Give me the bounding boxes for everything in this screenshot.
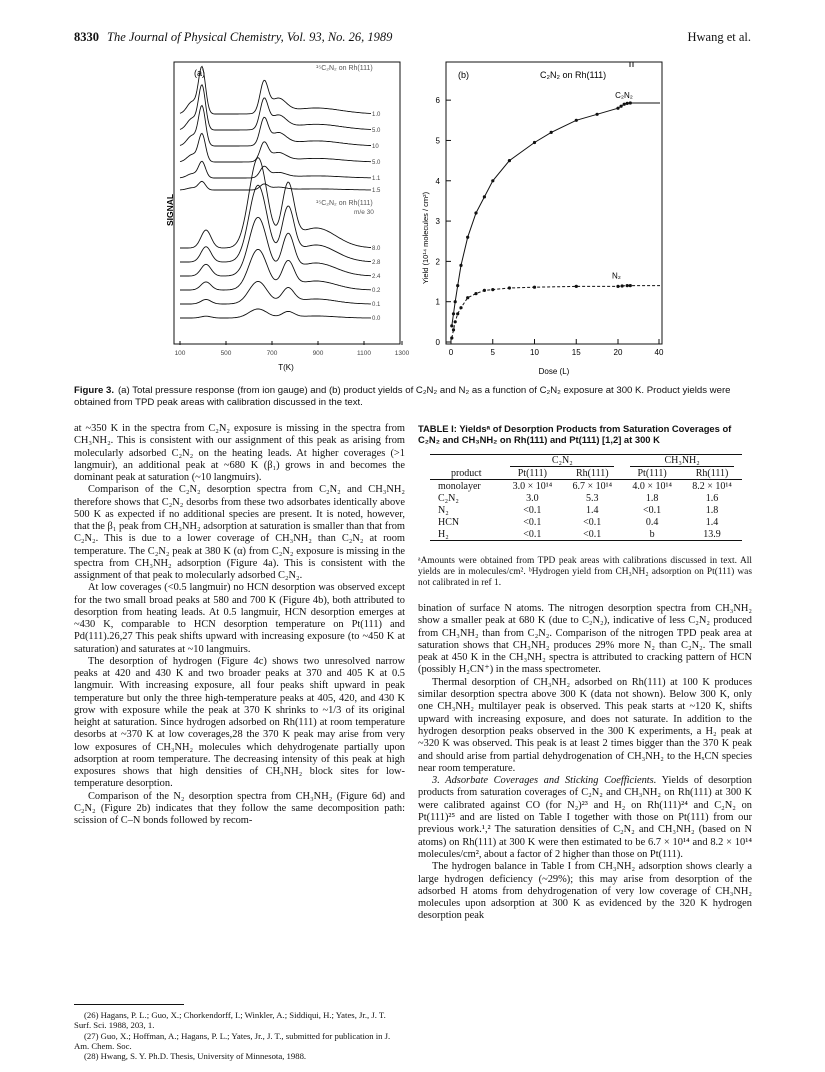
- table-cell: <0.1: [523, 516, 542, 528]
- data-point: [508, 159, 511, 162]
- left-paragraph: at ~350 K in the spectra from C₂N₂ exposure is missing in the spectra from CH₃NH₂. This is consistent with our assignment of this peak as arising from molecularly adsorbed C₂N₂ on the heating leads. At higher coverages (>1 langmuir), an additional peak at ~680 K (β₁) grows in and becomes the dominant peak at saturation (~10 langmuirs).: [74, 423, 405, 483]
- data-point: [483, 195, 486, 198]
- data-point: [621, 284, 624, 287]
- figure-3b-ylabel: Yield (10¹⁴ molecules / cm²): [421, 191, 430, 284]
- y-tick-label: 3: [435, 217, 440, 227]
- data-point: [616, 107, 619, 110]
- figure-3a-xticks: [175, 341, 410, 357]
- data-point: [452, 328, 455, 331]
- figure-caption-label: Figure 3.: [74, 385, 114, 396]
- data-point: [474, 292, 477, 295]
- figure-3a-top-exposure-labels: [372, 112, 381, 194]
- table-row: [430, 516, 742, 528]
- table-cell: 4.0 × 10¹⁴: [632, 480, 672, 492]
- reference-item: (26) Hagans, P. L.; Guo, X.; Chorkendorff, I.; Winkler, A.; Siddiqui, H.; Yates, Jr., J. T. Surf. Sci. 1988, 203, 1.: [74, 1010, 386, 1031]
- series-label: C₂N₂: [615, 91, 633, 101]
- table-column-header: Rh(111): [562, 467, 622, 480]
- data-point: [626, 102, 629, 105]
- tpd-trace: [180, 309, 371, 318]
- right-paragraph: The hydrogen balance in Table I from CH₃NH₂ adsorption shows clearly a large hydrogen deficiency (~29%); this may arise from desorption of the adsorbed H atoms from dehydrogenation of very low coverage of CH₃NH₂ molecules upon adsorption at 300 K as evidenced by the 320 K hydrogen desorption peak: [418, 861, 752, 922]
- right-column: [418, 603, 752, 923]
- exposure-label: 5.0: [372, 128, 381, 134]
- data-point: [629, 284, 632, 287]
- table-cell: 0.4: [645, 516, 659, 528]
- figure-3a-panel-label: (a): [194, 68, 205, 78]
- right-paragraph: bination of surface N atoms. The nitrogen desorption spectra from CH₃NH₂ show a smaller peak at 680 K (due to C₂N₂), indicative of less C₂N₂ produced from CH₃NH₂ than from C₂N₂. Comparison of the nitrogen TPD peak area at saturation shows that CH₃NH₂ produces 29% more N₂ than C₂N₂. The small peak at 450 K in the CH₃NH₂ spectra is attributed to cracking pattern of HCN (possibly H₂CN⁺) in the mass spectrometer.: [418, 603, 752, 676]
- x-tick-label: 15: [571, 348, 581, 357]
- table-cell: 3.0 × 10¹⁴: [512, 480, 553, 492]
- data-point: [459, 264, 462, 267]
- data-point: [533, 286, 536, 289]
- figure-3b-xlabel: Dose (L): [538, 367, 570, 376]
- table-column-header-row: [430, 467, 742, 480]
- table-cell: 6.7 × 10¹⁴: [572, 480, 613, 492]
- tpd-trace: [180, 106, 371, 147]
- left-column: [74, 423, 405, 827]
- series-line: [452, 103, 660, 326]
- figure-3a-bottom-title: ¹⁵C₂N₂ on Rh(111): [316, 200, 373, 207]
- data-point: [533, 141, 536, 144]
- data-point: [508, 286, 511, 289]
- data-point: [623, 103, 626, 106]
- x-tick-label: 1100: [357, 350, 371, 357]
- tpd-trace: [180, 281, 371, 304]
- y-tick-label: 2: [435, 257, 440, 267]
- data-point: [491, 288, 494, 291]
- table-cell: <0.1: [643, 504, 662, 516]
- data-point: [459, 306, 462, 309]
- left-paragraph: Comparison of the N₂ desorption spectra from CH₃NH₂ (Figure 6d) and C₂N₂ (Figure 2b) indicates that they follow the same decomposition path: scission of C–N bonds followed by recom-: [74, 790, 405, 826]
- data-point: [620, 105, 623, 108]
- table-cell: 1.8: [705, 504, 719, 516]
- exposure-label: 0.0: [372, 316, 381, 322]
- x-tick-label: 20: [613, 348, 623, 357]
- data-point: [450, 324, 453, 327]
- tpd-trace: [180, 249, 371, 290]
- data-point: [456, 284, 459, 287]
- journal-citation: The Journal of Physical Chemistry, Vol. 93, No. 26, 1989: [107, 30, 393, 44]
- data-point: [616, 285, 619, 288]
- figure-3a-bottom-subtitle: m/e 30: [354, 209, 374, 216]
- exposure-label: 0.2: [372, 288, 381, 294]
- table-group-header-row: [430, 455, 742, 468]
- table-cell: <0.1: [502, 528, 562, 541]
- exposure-label: 1.5: [372, 188, 381, 194]
- table-column-header: product: [430, 467, 502, 480]
- figure-3a-ylabel: SIGNAL: [165, 193, 175, 226]
- x-tick-label: 5: [490, 348, 495, 357]
- table-group-header: C₂N₂: [510, 455, 614, 467]
- data-point: [474, 211, 477, 214]
- data-point: [575, 285, 578, 288]
- exposure-label: 1.1: [372, 176, 381, 182]
- section-3-text: Yields of desorption products from saturation coverages of C₂N₂ and CH₃NH₂ on Rh(111) at 300 K were calibrated against CO (for N₂)²³ and H₂ on Rh(111)²⁴ and C₂N₂ on Pt(111)²⁵ and are listed on Table I together with those on Pt(111) from our previous work.¹,² The saturation densities of C₂N₂ and CH₃NH₂ (based on N atoms) on Rh(111) at 300 K were then estimated to be 6.7 × 10¹⁴ and 8.2 × 10¹⁴ molecules/cm², about a factor of 2 higher than those on Pt(111).: [418, 775, 753, 860]
- table-column-header: Rh(111): [682, 467, 742, 480]
- tpd-trace: [180, 181, 371, 190]
- table-cell: b: [622, 528, 682, 541]
- data-point: [466, 236, 469, 239]
- y-tick-label: 4: [435, 176, 440, 186]
- tpd-trace: [180, 185, 371, 262]
- x-tick-label: 10: [530, 348, 539, 357]
- figure-3a-tpd-spectra: [165, 58, 410, 376]
- right-paragraph: Thermal desorption of CH₃NH₂ adsorbed on Rh(111) at 100 K produces similar desorption spectra above 300 K (data not shown). Below 300 K, only one CH₃NH₂ multilayer peak is observed. This peak starts at ~120 K, shifts upward with increasing exposure, and does not saturate. In addition to the hydrogen desorption peaks observed in the 300 K experiments, a H₂ peak at ~320 K was observed. This peak is at least 2 times bigger than the 370 K peak and should arise from partial dehydrogenation of CH₃NH₂ to the HₓCN species near room temperature.: [418, 676, 752, 774]
- figure-3a-bottom-curves: [180, 158, 371, 318]
- table-cell: <0.1: [583, 516, 602, 528]
- data-point: [466, 296, 469, 299]
- table-row: [430, 528, 742, 541]
- table-title: TABLE I: Yieldsᵃ of Desorption Products from Saturation Coverages of C₂N₂ and CH₃NH₂ on Rh(111) and Pt(111) [1,2] at 300 K: [418, 423, 732, 445]
- data-point: [575, 119, 578, 122]
- table-cell: <0.1: [562, 528, 622, 541]
- table-cell: 1.6: [705, 492, 719, 504]
- y-tick-label: 1: [435, 297, 440, 307]
- reference-item: (28) Hwang, S. Y. Ph.D. Thesis, University of Minnesota, 1988.: [84, 1051, 307, 1062]
- figure-caption: [74, 385, 752, 409]
- series-1: [450, 271, 660, 339]
- table-cell: 1.4: [705, 516, 719, 528]
- tpd-trace: [180, 217, 371, 276]
- table-column-header: Pt(111): [502, 467, 562, 480]
- section-3-paragraph: [418, 775, 752, 861]
- table-row: [430, 492, 742, 504]
- exposure-label: 2.8: [372, 260, 381, 266]
- data-point: [629, 101, 632, 104]
- data-point: [491, 179, 494, 182]
- y-tick-label: 5: [435, 136, 440, 146]
- figure-3b-panel-label: (b): [458, 70, 469, 80]
- references-divider: [74, 1004, 184, 1005]
- x-tick-label: 0: [448, 348, 454, 357]
- figure-3b-title: C₂N₂ on Rh(111): [540, 70, 607, 80]
- exposure-label: 1.0: [372, 112, 381, 118]
- data-point: [456, 312, 459, 315]
- table-cell: 8.2 × 10¹⁴: [692, 480, 732, 492]
- left-paragraph: At low coverages (<0.5 langmuir) no HCN desorption was observed except for the two small broad peaks at 580 and 700 K (Figure 4b), both attributed to desorption from heating leads. At 0.5 langmuir, HCN desorption emerges at ~430 K, comparable to HCN desorption temperature on Pt(111) and Pd(111).26,27 This peak shifts upward with increasing exposure (to ~450 K at saturation) and saturates at ~10 langmuirs.: [74, 582, 405, 655]
- table-row: [430, 504, 742, 516]
- running-header: [74, 30, 392, 45]
- data-point: [483, 289, 486, 292]
- table-column-header: Pt(111): [622, 467, 682, 480]
- running-header-authors: Hwang et al.: [687, 30, 751, 44]
- table-cell: 3.0: [526, 492, 539, 504]
- reference-item: (27) Guo, X.; Hoffman, A.; Hagans, P. L.; Yates, Jr., J. T., submitted for publication in J. Am. Chem. Soc.: [74, 1030, 391, 1051]
- figure-3a-top-curves: [180, 66, 371, 190]
- y-tick-label: 6: [435, 96, 440, 106]
- table-cell: 13.9: [682, 528, 742, 541]
- exposure-label: 0.1: [372, 302, 381, 308]
- page-number: 8330: [74, 30, 99, 44]
- figure-3b-series: [450, 91, 660, 339]
- exposure-label: 10: [372, 144, 379, 150]
- exposure-label: 5.0: [372, 160, 381, 166]
- table-cell: C₂N₂: [438, 492, 459, 504]
- left-paragraph: Comparison of the C₂N₂ desorption spectra from C₂N₂ and CH₃NH₂ therefore shows that C₂N₂ desorbs from these two adsorbates identically above 500 K as expected if no additional species are present. It is noted, however, that the β₁ peak from CH₃NH₂ adsorption at saturation is smaller than that from C₂N₂. This is due to a lower coverage of CH₃NH₂ than C₂N₂ at room temperature. The C₂N₂ peak at 380 K (α) from C₂N₂ exposure is missing in the spectra from CH₃NH₂ adsorption (Figure 4a). This is consistent with the assignment of that peak to molecularly adsorbed C₂N₂.: [74, 484, 405, 581]
- data-point: [454, 300, 457, 303]
- figure-3a-xlabel: T(K): [278, 363, 294, 372]
- table-row: [430, 480, 742, 493]
- table-cell: HCN: [438, 516, 460, 528]
- data-point: [450, 336, 453, 339]
- table-cell: <0.1: [523, 504, 542, 516]
- table-cell: N₂: [438, 504, 449, 516]
- tpd-trace: [180, 161, 371, 178]
- table-footnotes: ᵃAmounts were obtained from TPD peak areas with calibrations discussed in text. All yields are in molecules/cm². ᵇHydrogen yield from CH₃NH₂ adsorption on Pt(111) was not calibrated in ref 1.: [418, 556, 752, 588]
- x-tick-label: 100: [174, 350, 186, 357]
- table-cell: monolayer: [438, 480, 481, 492]
- left-paragraph: The desorption of hydrogen (Figure 4c) shows two unresolved narrow peaks at 420 and 430 K and two broader peaks at 370 and 405 K at 0.5 langmuir. With increasing exposure, all four peaks shift upward in peak temperature but only the three high-temperature peaks at 405, 420, and 430 K grow with exposure while the peak at 370 K shrinks to ~1/3 of its original height at saturation. Since hydrogen adsorbed on Rh(111) at room temperature desorbs at ~370 K at low coverages,28 the 370 K peak may arise from very low exposures of CH₃NH₂ molecules which dehydrogenate partially upon adsorption at room temperature. The decreasing intensity of this peak at high exposures shows that high densities of CH₃NH₂ block sites for low-temperature desorption.: [74, 655, 405, 790]
- table-cell: 5.3: [586, 492, 599, 504]
- table-cell: H₂: [430, 528, 502, 541]
- exposure-label: 2.4: [372, 274, 381, 280]
- x-tick-label: 500: [220, 350, 232, 357]
- series-0: [450, 91, 660, 327]
- x-tick-label: 700: [266, 350, 278, 357]
- x-tick-label: 40: [654, 348, 664, 357]
- data-point: [626, 284, 629, 287]
- data-point: [596, 113, 599, 116]
- data-point: [452, 312, 455, 315]
- exposure-label: 8.0: [372, 246, 381, 252]
- table-cell: 1.8: [645, 492, 659, 504]
- references: [74, 1010, 405, 1061]
- figure-caption-text: (a) Total pressure response (from ion gauge) and (b) product yields of C₂N₂ and N₂ as a function of C₂N₂ exposure at 300 K. Product yields were obtained from TPD peak areas with calibration discussed in the text.: [74, 385, 731, 408]
- table-group-header: CH₃NH₂: [630, 455, 734, 467]
- table-cell: 1.4: [586, 504, 599, 516]
- x-tick-label: 900: [312, 350, 324, 357]
- tpd-trace: [180, 66, 371, 114]
- figure-3b-axes: [436, 62, 664, 357]
- y-tick-label: 0: [435, 338, 440, 347]
- x-tick-label: 1300: [394, 350, 410, 357]
- series-label: N₂: [612, 271, 621, 281]
- figure-3a-top-title: ¹⁵C₂N₂ on Rh(111): [316, 65, 373, 72]
- section-3-heading: 3. Adsorbate Coverages and Sticking Coefficients.: [432, 775, 657, 787]
- figure-3a-bottom-exposure-labels: [372, 246, 381, 322]
- data-point: [454, 320, 457, 323]
- series-line: [452, 286, 660, 338]
- figure-3b-yield-chart: [410, 58, 670, 378]
- data-point: [550, 131, 553, 134]
- yields-table: [430, 454, 742, 541]
